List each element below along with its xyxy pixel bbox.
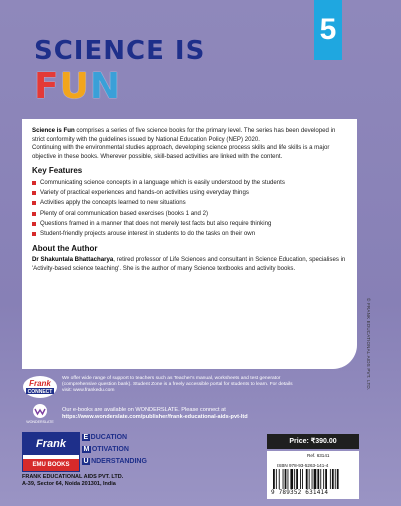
series-title-line2 (34, 66, 121, 107)
brand-name: Science is Fun (32, 127, 75, 134)
author-bio (32, 256, 347, 273)
emu-line (82, 444, 152, 456)
isbn-text: ISBN 978-93-5263-141-4 (277, 463, 329, 468)
ebook-promo (62, 407, 312, 422)
emu-cap: U (83, 458, 89, 465)
ebook-promo-line: Our e-books are available on WONDERSLATE. Please connect at (62, 407, 226, 413)
barcode-icon (273, 469, 353, 489)
title-letter: U (59, 66, 90, 107)
copyright-side-text: © FRANK EDUCATIONAL AIDS PVT. LTD. (366, 298, 371, 391)
logo-top-text: Frank (23, 433, 79, 455)
frank-connect-logo (22, 375, 58, 399)
key-features-list (32, 179, 347, 239)
title-letter: F (34, 66, 60, 107)
grade-badge: 5 (314, 0, 342, 60)
title-letter: N (89, 66, 121, 107)
svg-text:CONNECT: CONNECT (27, 389, 53, 395)
support-promo-text: We offer wide range of support to teachers such as Teacher's manual, worksheets and test generator (comprehensive question bank). Student Zone is a freely accessible portal for students to learn. For details visit: www.frankedu.com (62, 376, 293, 393)
wonderslate-logo (22, 401, 58, 425)
feature-item: Student-friendly projects arouse interest in students to do the tasks on their own (32, 230, 347, 239)
feature-item: Variety of practical experiences and hands-on activities using everyday things (32, 189, 347, 198)
svg-text:WONDERSLATE: WONDERSLATE (26, 420, 54, 424)
intro-paragraph-2: Continuing with the environmental studies approach, developing science process skills and life skills is a major objective in these books. Wherever possible, skill-based activities are linked with the content. (32, 144, 330, 160)
feature-item: Plenty of oral communication based exercises (books 1 and 2) (32, 210, 347, 219)
wonderslate-link[interactable]: https://www.wonderslate.com/publisher/frank-educational-aids-pvt-ltd (62, 414, 248, 421)
feature-item: Questions framed in a manner that does not merely test facts but also require thinking (32, 220, 347, 229)
feature-item: Activities apply the concepts learned to new situations (32, 199, 347, 208)
emu-cap: M (83, 446, 90, 453)
emu-rest: DUCATION (90, 434, 128, 441)
series-title-line1: SCIENCE IS (34, 36, 206, 66)
ref-number: Ref. 63141 (307, 453, 330, 458)
emu-tagline (82, 432, 152, 468)
barcode-digits: 9 789352 631414 (271, 489, 329, 496)
emu-line (82, 456, 152, 468)
author-heading: About the Author (32, 243, 98, 253)
svg-text:Frank: Frank (29, 379, 51, 388)
emu-cap: E (83, 434, 89, 441)
emu-rest: NDERSTANDING (91, 458, 147, 465)
emu-rest: OTIVATION (91, 446, 129, 453)
intro-text: comprises a series of five science books for the primary level. The series has been developed in strict conformity with the guidelines issued by National Education Policy (NEP) 2020. (32, 127, 336, 143)
emu-line (82, 432, 152, 444)
publisher-address: A-39, Sector 64, Noida 201301, India (22, 481, 116, 487)
intro-paragraph (32, 127, 347, 144)
logo-bottom-text: EMU BOOKS (23, 459, 79, 471)
author-text: , retired professor of Life Sciences and consultant in Science Education, specialises in 'Activity-based science teaching'. She is the author of many Science textbooks and activity books. (32, 256, 346, 272)
publisher-name-line: FRANK EDUCATIONAL AIDS PVT. LTD. (22, 474, 124, 480)
description-card (22, 119, 357, 369)
publisher-name (22, 474, 162, 488)
barcode-box (267, 451, 359, 499)
feature-item: Communicating science concepts in a language which is easily understood by the students (32, 179, 347, 188)
author-name: Dr Shakuntala Bhattacharya (32, 256, 114, 264)
key-features-heading: Key Features (32, 166, 83, 176)
frank-emu-logo (22, 432, 80, 472)
publisher-block (22, 432, 152, 500)
price-label: Price: ₹390.00 (267, 434, 359, 449)
